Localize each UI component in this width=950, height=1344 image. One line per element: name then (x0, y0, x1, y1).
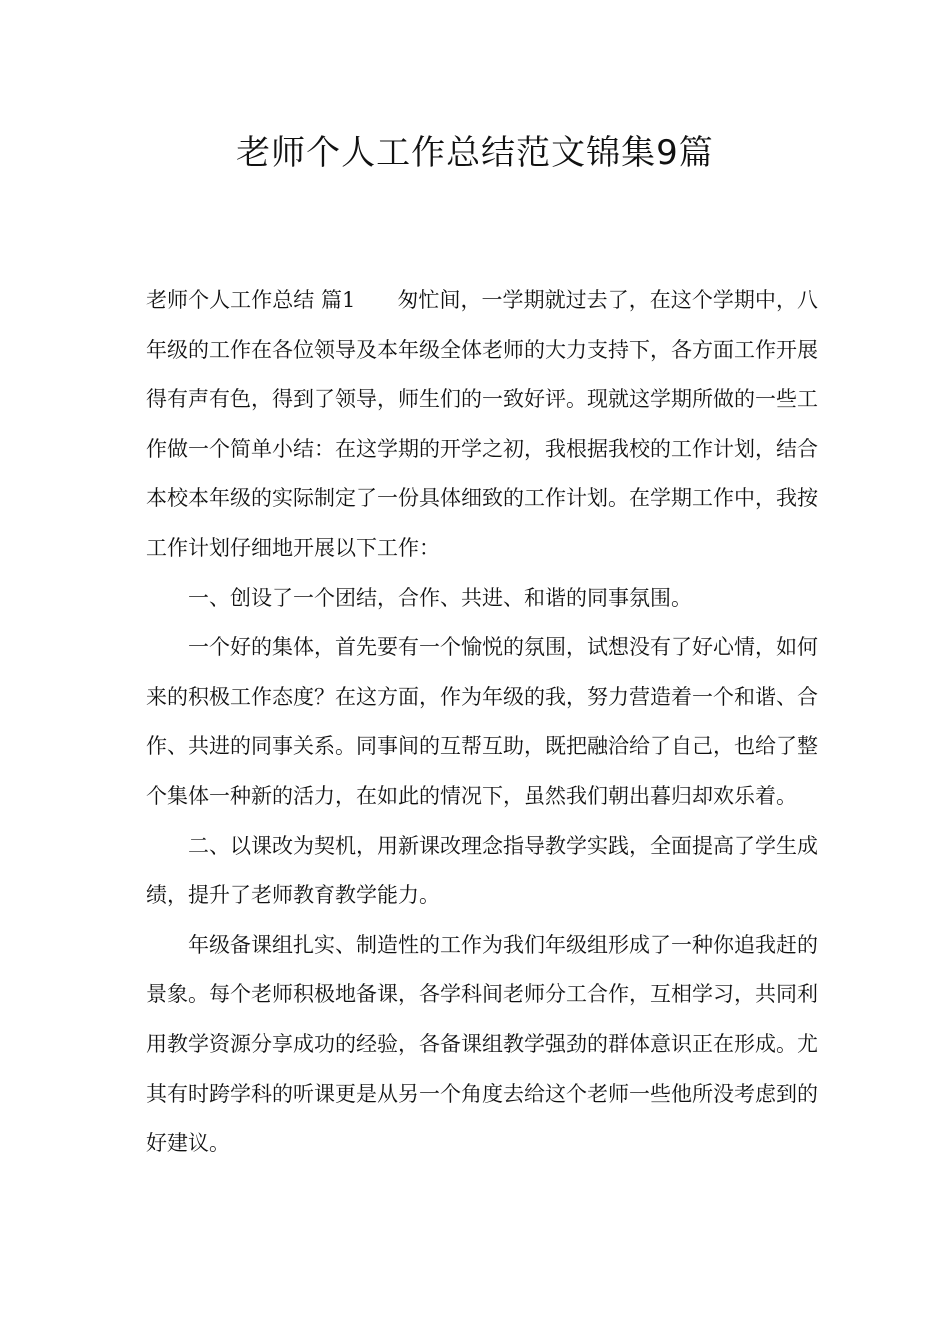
paragraph-point-1-body: 一个好的集体，首先要有一个愉悦的氛围，试想没有了好心情，如何来的积极工作态度？在这方面，作为年级的我，努力营造着一个和谐、合作、共进的同事关系。同事间的互帮互助，既把融洽给了自己，也给了整个集体一种新的活力，在如此的情况下，虽然我们朝出暮归却欢乐着。 (146, 635, 818, 808)
document-title: 老师个人工作总结范文锦集9篇 (236, 133, 714, 173)
paragraph-intro (146, 276, 818, 574)
paragraph-point-1-heading: 一、创设了一个团结，合作、共进、和谐的同事氛围。 (188, 585, 692, 610)
section-heading: 老师个人工作总结 篇1 (146, 288, 356, 312)
paragraph-point-2-body: 年级备课组扎实、制造性的工作为我们年级组形成了一种你追我赶的景象。每个老师积极地备课，各学科间老师分工合作，互相学习，共同利用教学资源分享成功的经验，各备课组教学强劲的群体意识正在形成。尤其有时跨学科的听课更是从另一个角度去给这个老师一些他所没考虑到的好建议。 (146, 932, 818, 1156)
paragraph-point-2-heading: 二、以课改为契机，用新课改理念指导教学实践，全面提高了学生成绩，提升了老师教育教学能力。 (146, 833, 818, 908)
document-body (146, 276, 818, 1169)
paragraph-text: 匆忙间，一学期就过去了，在这个学期中，八年级的工作在各位领导及本年级全体老师的大力支持下，各方面工作开展得有声有色，得到了领导，师生们的一致好评。现就这学期所做的一些工作做一个简单小结：在这学期的开学之初，我根据我校的工作计划，结合本校本年级的实际制定了一份具体细致的工作计划。在学期工作中，我按工作计划仔细地开展以下工作： (146, 288, 818, 560)
